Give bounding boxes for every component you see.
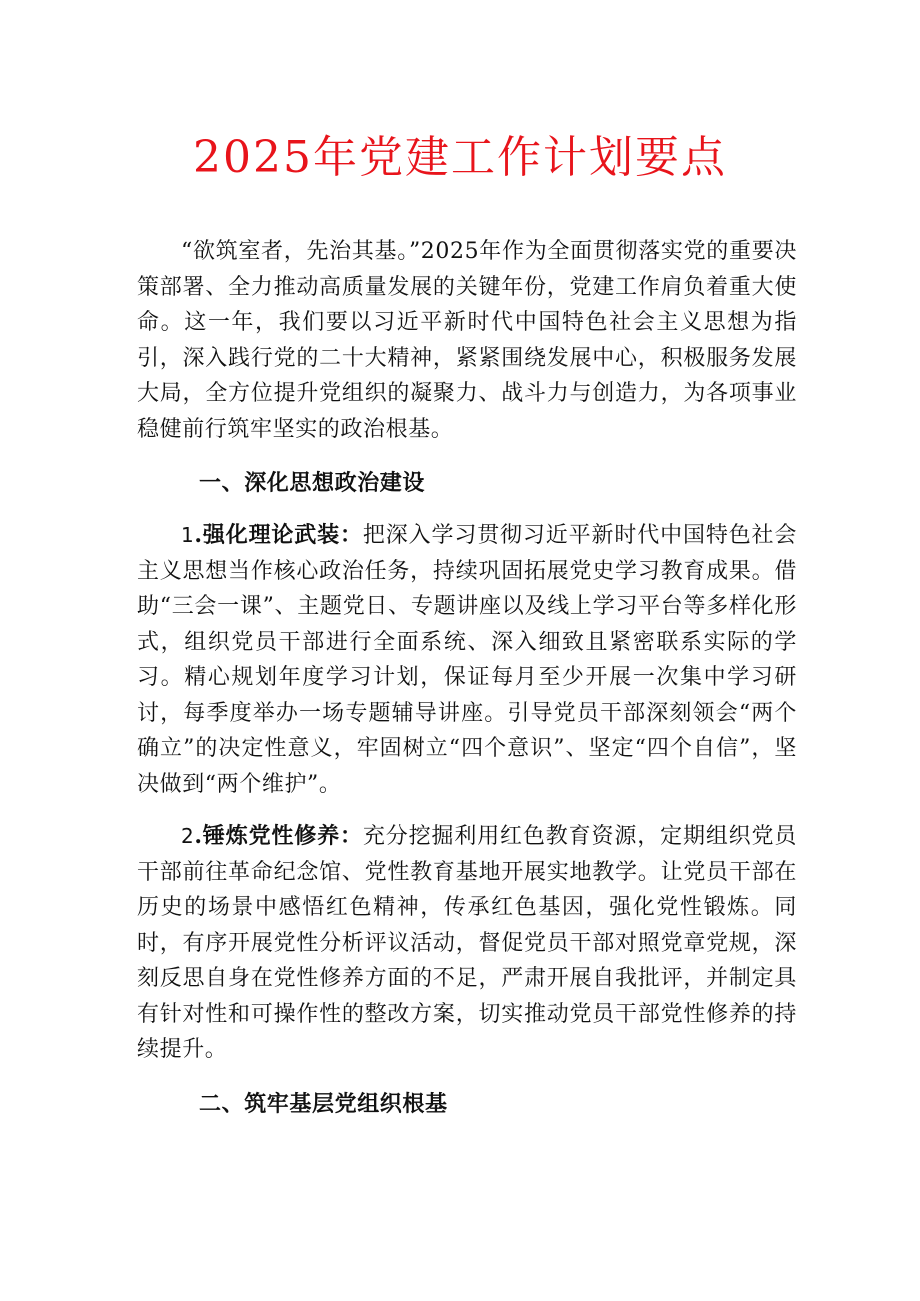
item-text: 把深入学习贯彻习近平新时代中国特色社会主义思想当作核心政治任务，持续巩固拓展党史学习教育成果。借助“三会一课”、主题党日、专题讲座以及线上学习平台等多样化形式，组织党员干部进行全面系统、深入细致且紧密联系实际的学习。精心规划年度学习计划，保证每月至少开展一次集中学习研讨，每季度举办一场专题辅导讲座。引导党员干部深刻领会“两个确立”的决定性意义，牢固树立“四个意识”、坚定“四个自信”，坚决做到“两个维护”。: [137, 523, 797, 797]
document-body: [137, 234, 797, 1139]
item-lead: .强化理论武装：: [194, 522, 363, 548]
intro-paragraph: “欲筑室者，先治其基。”2025年作为全面贯彻落实党的重要决策部署、全力推动高质量发展的关键年份，党建工作肩负着重大使命。这一年，我们要以习近平新时代中国特色社会主义思想为指引，深入践行党的二十大精神，紧紧围绕发展中心，积极服务发展大局，全方位提升党组织的凝聚力、战斗力与创造力，为各项事业稳健前行筑牢坚实的政治根基。: [137, 239, 797, 442]
item-number: 1: [181, 523, 195, 547]
section1-item-1: [137, 518, 797, 802]
section-heading-2: 二、筑牢基层党组织根基: [199, 1090, 448, 1117]
document-title: 2025年党建工作计划要点: [193, 132, 727, 183]
item-text: 充分挖掘利用红色教育资源，定期组织党员干部前往革命纪念馆、党性教育基地开展实地教学。让党员干部在历史的场景中感悟红色精神，传承红色基因，强化党性锻炼。同时，有序开展党性分析评议活动，督促党员干部对照党章党规，深刻反思自身在党性修养方面的不足，严肃开展自我批评，并制定具有针对性和可操作性的整改方案，切实推动党员干部党性修养的持续提升。: [137, 824, 797, 1062]
item-number: 2: [181, 824, 195, 848]
item-lead: .锤炼党性修养：: [194, 823, 363, 849]
section-heading-1: 一、深化思想政治建设: [199, 470, 426, 496]
section1-item-2: [137, 819, 797, 1068]
